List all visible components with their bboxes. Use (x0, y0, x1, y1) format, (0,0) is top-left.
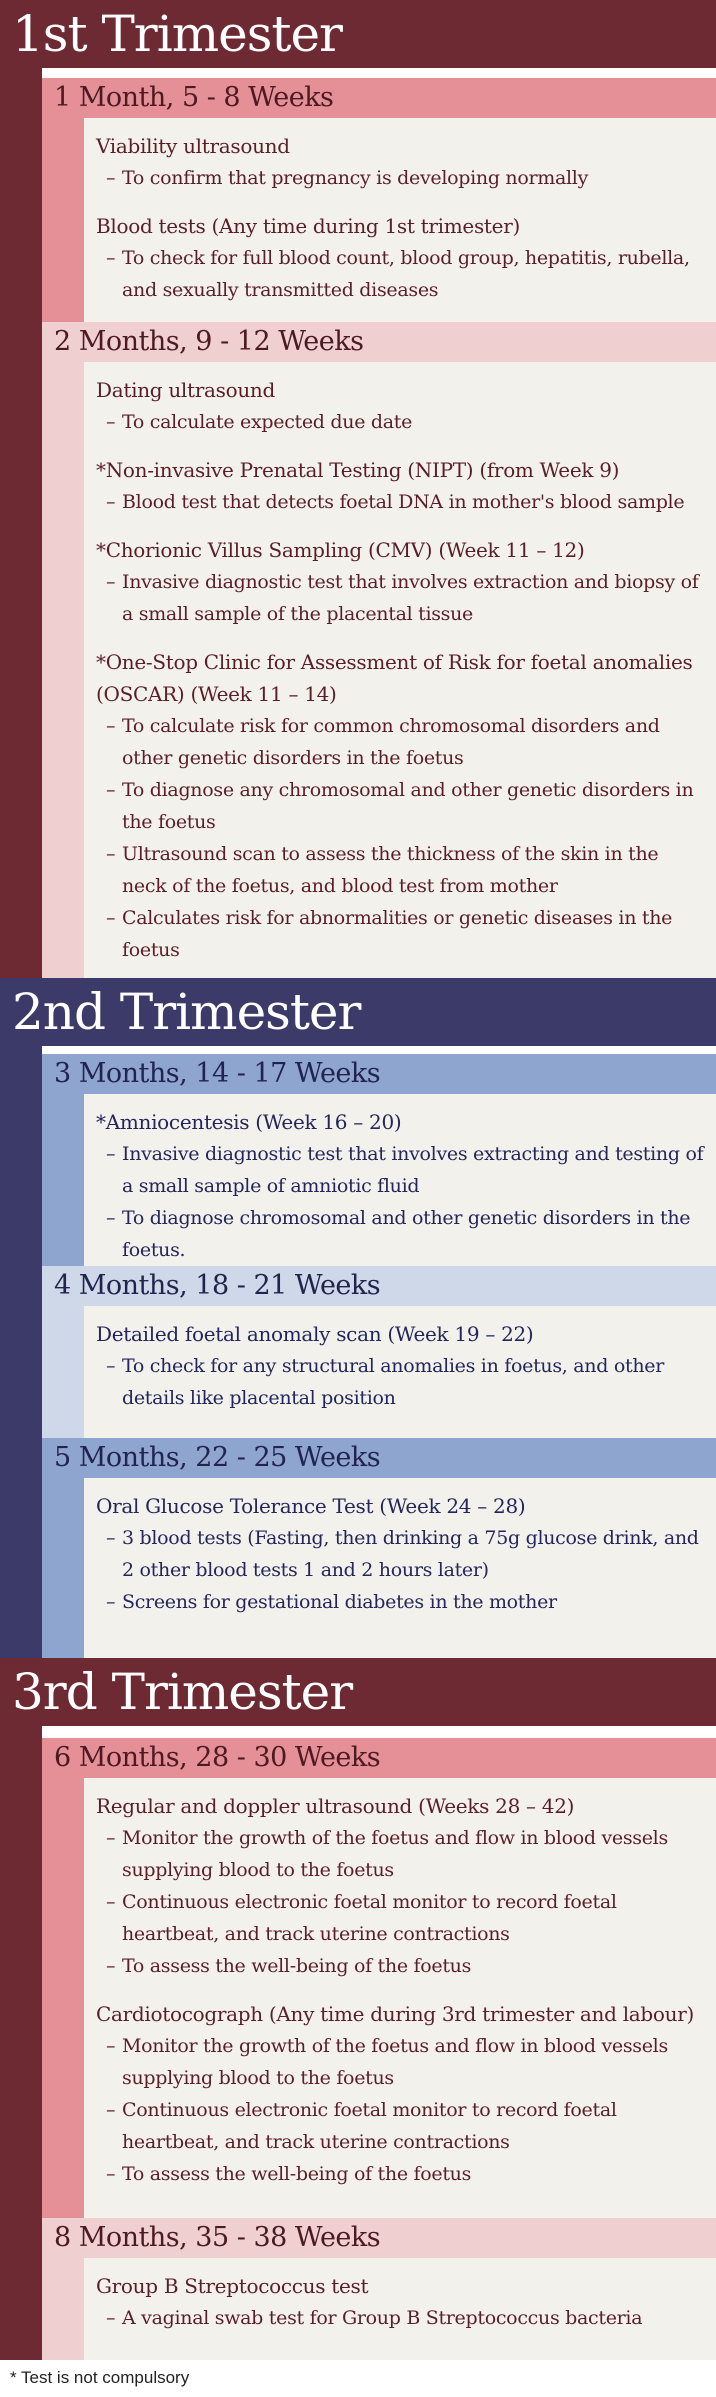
trimester-title: 1st Trimester (0, 0, 716, 68)
dash-bullet: – (106, 2035, 116, 2057)
test-detail: – To check for any structural anomalies in foetus, and other details like placental position (96, 1350, 706, 1414)
month-section-6 (42, 1738, 716, 2218)
dash-bullet: – (106, 2163, 116, 2185)
month-body (84, 118, 716, 322)
test-detail: – 3 blood tests (Fasting, then drinking a 75g glucose drink, and 2 other blood tests 1 and 2 hours later) (96, 1522, 706, 1586)
test-detail: – To calculate risk for common chromosomal disorders and other genetic disorders in the foetus (96, 710, 706, 774)
month-side-bar (42, 2258, 84, 2360)
trimester-1st (0, 0, 716, 978)
test-detail: – Screens for gestational diabetes in the mother (96, 1586, 706, 1618)
month-section-5 (42, 1438, 716, 1658)
test-title: Group B Streptococcus test (96, 2274, 369, 2298)
test-detail: – To calculate expected due date (96, 406, 706, 438)
month-section-1 (42, 78, 716, 322)
dash-bullet: – (106, 1527, 116, 1549)
dash-bullet: – (106, 571, 116, 593)
test-detail: – To confirm that pregnancy is developing normally (96, 162, 706, 194)
test-detail: – Monitor the growth of the foetus and flow in blood vessels supplying blood to the foetus (96, 1822, 706, 1886)
test-item (96, 1790, 706, 1982)
dash-bullet: – (106, 715, 116, 737)
test-title: *Amniocentesis (Week 16 – 20) (96, 1110, 402, 1134)
test-detail: – Monitor the growth of the foetus and flow in blood vessels supplying blood to the foetus (96, 2030, 706, 2094)
test-item (96, 130, 706, 194)
month-body (84, 1478, 716, 1658)
month-title: 5 Months, 22 - 25 Weeks (42, 1438, 716, 1478)
dash-bullet: – (106, 247, 116, 269)
dash-bullet: – (106, 779, 116, 801)
test-item (96, 374, 706, 438)
test-detail: – Invasive diagnostic test that involves extraction and biopsy of a small sample of the placental tissue (96, 566, 706, 630)
footnote: * Test is not compulsory (10, 2368, 190, 2387)
test-item (96, 1318, 706, 1414)
month-body (84, 362, 716, 978)
test-item (96, 1998, 706, 2190)
dash-bullet: – (106, 1591, 116, 1613)
test-title: Regular and doppler ultrasound (Weeks 28 – 42) (96, 1794, 575, 1818)
month-title: 3 Months, 14 - 17 Weeks (42, 1054, 716, 1094)
dash-bullet: – (106, 491, 116, 513)
test-detail: – Ultrasound scan to assess the thickness of the skin in the neck of the foetus, and blood test from mother (96, 838, 706, 902)
test-detail: – Calculates risk for abnormalities or genetic diseases in the foetus (96, 902, 706, 966)
month-side-bar (42, 1778, 84, 2218)
month-body (84, 1094, 716, 1266)
month-section-8 (42, 2218, 716, 2360)
month-body (84, 1306, 716, 1438)
month-section-2 (42, 322, 716, 978)
dash-bullet: – (106, 2307, 116, 2329)
month-section-4 (42, 1266, 716, 1438)
dash-bullet: – (106, 1955, 116, 1977)
dash-bullet: – (106, 1827, 116, 1849)
test-title: *Non-invasive Prenatal Testing (NIPT) (from Week 9) (96, 458, 620, 482)
test-title: Dating ultrasound (96, 378, 276, 402)
trimester-2nd (0, 978, 716, 1658)
test-title: Detailed foetal anomaly scan (Week 19 – 22) (96, 1322, 534, 1346)
test-item (96, 1106, 706, 1266)
month-body (84, 2258, 716, 2360)
month-body (84, 1778, 716, 2218)
test-detail: – To assess the well-being of the foetus (96, 1950, 706, 1982)
test-item (96, 210, 706, 306)
test-detail: – To diagnose chromosomal and other genetic disorders in the foetus. (96, 1202, 706, 1266)
month-title: 2 Months, 9 - 12 Weeks (42, 322, 716, 362)
month-side-bar (42, 1094, 84, 1266)
dash-bullet: – (106, 2099, 116, 2121)
month-title: 1 Month, 5 - 8 Weeks (42, 78, 716, 118)
trimester-3rd (0, 1658, 716, 2360)
trimester-title: 2nd Trimester (0, 978, 716, 1046)
test-title: *One-Stop Clinic for Assessment of Risk for foetal anomalies (OSCAR) (Week 11 – 14) (96, 650, 693, 706)
dash-bullet: – (106, 1207, 116, 1229)
test-detail: – A vaginal swab test for Group B Streptococcus bacteria (96, 2302, 706, 2334)
dash-bullet: – (106, 843, 116, 865)
test-item (96, 454, 706, 518)
test-detail: – Blood test that detects foetal DNA in mother's blood sample (96, 486, 706, 518)
test-item (96, 1490, 706, 1618)
test-detail: – To check for full blood count, blood group, hepatitis, rubella, and sexually transmitted diseases (96, 242, 706, 306)
dash-bullet: – (106, 1355, 116, 1377)
test-title: Oral Glucose Tolerance Test (Week 24 – 28) (96, 1494, 526, 1518)
test-detail: – To assess the well-being of the foetus (96, 2158, 706, 2190)
test-item (96, 2270, 706, 2334)
trimester-side-bar (0, 1726, 42, 2360)
dash-bullet: – (106, 411, 116, 433)
month-title: 6 Months, 28 - 30 Weeks (42, 1738, 716, 1778)
test-title: Viability ultrasound (96, 134, 290, 158)
month-section-3 (42, 1054, 716, 1266)
dash-bullet: – (106, 907, 116, 929)
month-side-bar (42, 1478, 84, 1658)
dash-bullet: – (106, 1891, 116, 1913)
test-item (96, 646, 706, 966)
trimester-side-bar (0, 1046, 42, 1658)
test-title: Blood tests (Any time during 1st trimester) (96, 214, 520, 238)
dash-bullet: – (106, 167, 116, 189)
trimester-side-bar (0, 68, 42, 978)
month-title: 8 Months, 35 - 38 Weeks (42, 2218, 716, 2258)
test-detail: – Invasive diagnostic test that involves extracting and testing of a small sample of amniotic fluid (96, 1138, 706, 1202)
month-side-bar (42, 362, 84, 978)
trimester-title: 3rd Trimester (0, 1658, 716, 1726)
month-title: 4 Months, 18 - 21 Weeks (42, 1266, 716, 1306)
test-detail: – To diagnose any chromosomal and other genetic disorders in the foetus (96, 774, 706, 838)
test-title: *Chorionic Villus Sampling (CMV) (Week 11 – 12) (96, 538, 585, 562)
month-side-bar (42, 118, 84, 322)
test-detail: – Continuous electronic foetal monitor to record foetal heartbeat, and track uterine contractions (96, 1886, 706, 1950)
month-side-bar (42, 1306, 84, 1438)
dash-bullet: – (106, 1143, 116, 1165)
test-detail: – Continuous electronic foetal monitor to record foetal heartbeat, and track uterine contractions (96, 2094, 706, 2158)
test-title: Cardiotocograph (Any time during 3rd trimester and labour) (96, 2002, 695, 2026)
test-item (96, 534, 706, 630)
